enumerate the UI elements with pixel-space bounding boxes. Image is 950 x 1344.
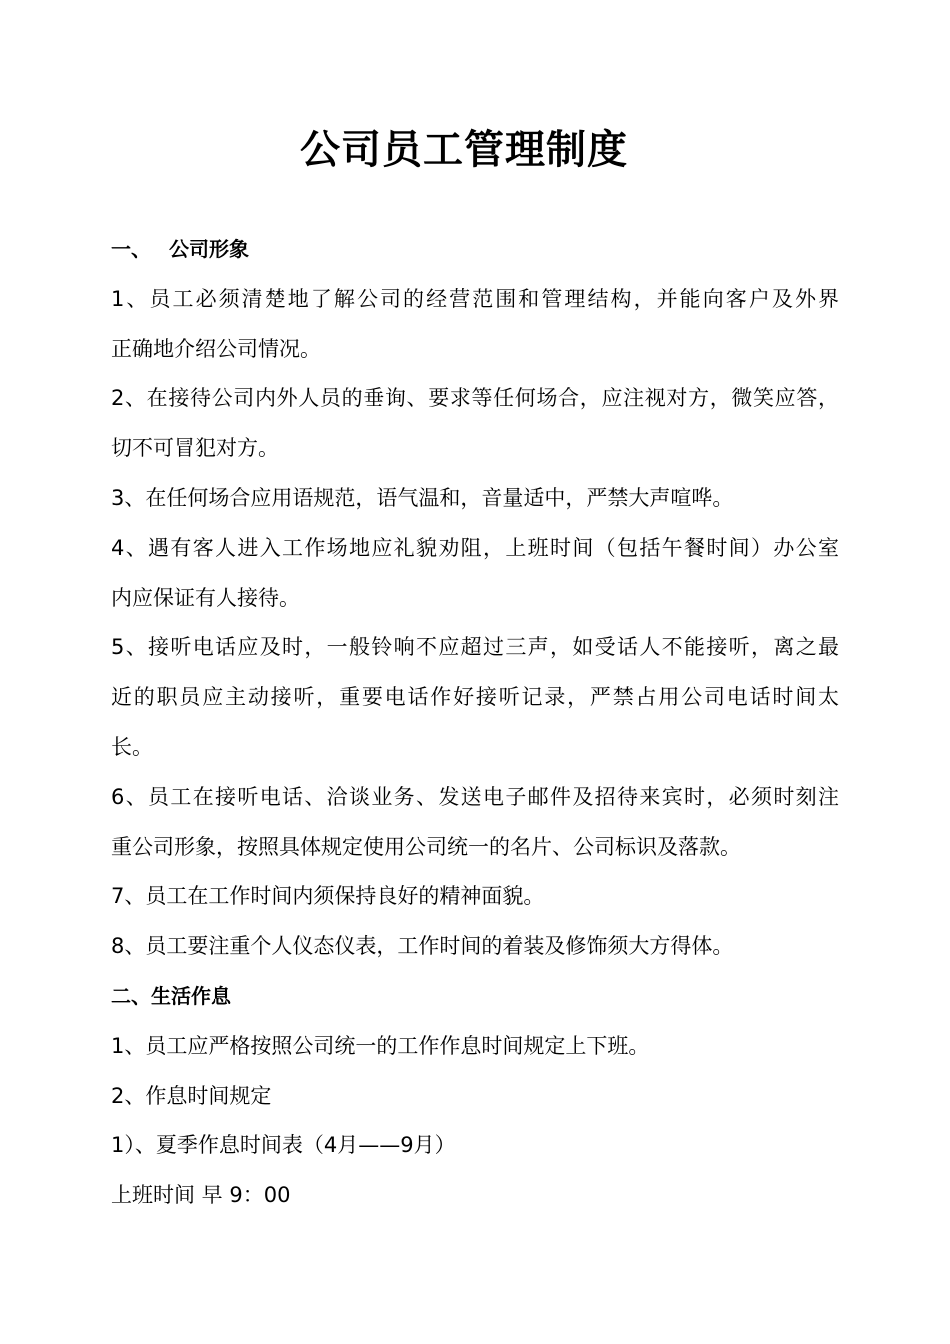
paragraph-line: 7、员工在工作时间内须保持良好的精神面貌。 <box>111 884 545 909</box>
paragraph-line: 6、员工在接听电话、洽谈业务、发送电子邮件及招待来宾时，必须时刻注 <box>111 784 839 809</box>
section-heading-company-image <box>111 225 839 275</box>
paragraph-line: 2、在接待公司内外人员的垂询、要求等任何场合，应注视对方，微笑应答， <box>111 386 839 411</box>
document-body <box>111 225 839 1221</box>
section-number: 一、 <box>111 237 151 261</box>
paragraph-line: 切不可冒犯对方。 <box>111 436 279 461</box>
paragraph-line: 4、遇有客人进入工作场地应礼貌劝阻，上班时间（包括午餐时间）办公室 <box>111 535 839 560</box>
section-title: 公司形象 <box>169 237 249 261</box>
paragraph-line: 1、员工必须清楚地了解公司的经营范围和管理结构，并能向客户及外界 <box>111 286 839 311</box>
paragraph-line: 重公司形象，按照具体规定使用公司统一的名片、公司标识及落款。 <box>111 834 741 859</box>
paragraph-line: 正确地介绍公司情况。 <box>111 336 321 361</box>
paragraph-line: 8、员工要注重个人仪态仪表，工作时间的着装及修饰须大方得体。 <box>111 934 734 959</box>
document-title: 公司员工管理制度 <box>300 127 628 173</box>
paragraph-line: 上班时间 早 9：00 <box>111 1183 291 1208</box>
paragraph-line: 近的职员应主动接听，重要电话作好接听记录，严禁占用公司电话时间太 <box>111 685 839 710</box>
paragraph-line: 2、作息时间规定 <box>111 1083 272 1108</box>
paragraph-line: 3、在任何场合应用语规范，语气温和，音量适中，严禁大声喧哗。 <box>111 485 734 510</box>
paragraph-line: 1）、夏季作息时间表（4月——9月） <box>111 1133 456 1158</box>
section-heading-work-schedule: 二、生活作息 <box>111 983 231 1008</box>
paragraph-line: 长。 <box>111 734 153 759</box>
paragraph-line: 5、接听电话应及时，一般铃响不应超过三声，如受话人不能接听，离之最 <box>111 635 839 660</box>
paragraph-line: 内应保证有人接待。 <box>111 585 300 610</box>
paragraph-line: 1、员工应严格按照公司统一的工作作息时间规定上下班。 <box>111 1033 650 1058</box>
